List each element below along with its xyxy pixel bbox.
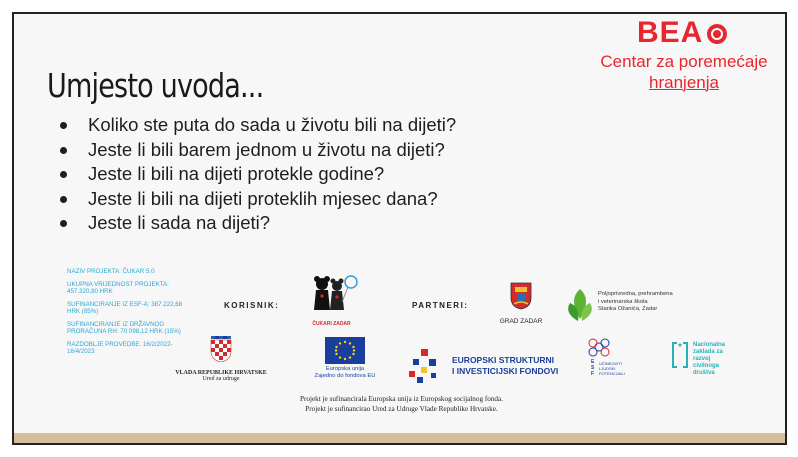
cukar-figures-icon [304, 272, 359, 322]
croatian-coat-of-arms-icon [210, 336, 232, 362]
bullet-dot-icon [60, 196, 67, 203]
nz-line5: društva [693, 370, 715, 376]
bullet-text: Jeste li bili barem jednom u životu na dijeti? [88, 138, 445, 160]
bullet-dot-icon [60, 122, 67, 129]
esif-mosaic-icon [407, 347, 447, 387]
nacionalna-zaklada-label [693, 342, 725, 377]
esif-label [452, 355, 558, 377]
project-period: RAZDOBLJE PROVEDBE: 16/2/2022- 16/4/2023 [67, 340, 173, 355]
eu-flag-icon [325, 337, 365, 364]
bracket-icon [671, 340, 689, 370]
bullet-dot-icon [60, 171, 67, 178]
project-esf-funding: SUFINANCIRANJE IZ ESF-A: 387.222,68 HRK (85%) [67, 300, 183, 315]
cukar-logo [304, 272, 359, 330]
ljudski-potencijali-logo [579, 337, 634, 392]
eu-logo [304, 337, 386, 380]
bea-tagline-line1: Centar za poremećaje [600, 52, 768, 71]
nz-line2: zaklada za [693, 349, 723, 355]
grad-zadar-label: GRAD ZADAR [499, 318, 543, 325]
flower-icon [579, 337, 619, 361]
bullet-dot-icon [60, 147, 67, 154]
vlada-sub: Ured za udruge [202, 376, 240, 382]
bullet-text: Jeste li bili na dijeti proteklih mjesec dana? [88, 187, 438, 209]
bottom-bar [14, 433, 785, 443]
bullet-item [52, 138, 456, 163]
esif-logo [407, 347, 557, 387]
zadar-coat-of-arms-icon [510, 282, 532, 310]
project-total-value: UKUPNA VRIJEDNOST PROJEKTA: 457.320,80 HRK [67, 280, 169, 295]
bullet-item [52, 187, 456, 212]
nacionalna-zaklada-logo [671, 340, 771, 388]
korisnik-label: KORISNIK: [224, 301, 280, 310]
ljudski-label: UČINKOVITI LJUDSKI POTENCIJALI [599, 361, 625, 376]
bullet-item [52, 162, 456, 187]
bullet-list [52, 113, 456, 236]
bullet-text: Jeste li bili na dijeti protekle godine? [88, 163, 385, 184]
bullet-text: Koliko ste puta do sada u životu bili na dijeti? [88, 114, 457, 135]
bullet-item [52, 113, 456, 138]
footer-line1: Projekt je sufinancirala Europska unija iz Europskog socijalnog fonda. [300, 395, 503, 403]
cukar-label: ČUKARI ZADAR [312, 321, 351, 327]
slide-title: Umjesto uvoda... [47, 66, 264, 105]
grad-zadar-logo [496, 282, 546, 325]
bea-brand: BEA [637, 16, 704, 49]
eu-label [304, 366, 386, 380]
poljo-line2: i veterinarska škola [598, 298, 648, 305]
bullet-dot-icon [60, 220, 67, 227]
nz-line3: razvoj [693, 356, 711, 362]
bea-mark-icon [707, 24, 727, 44]
esif-line1: EUROPSKI STRUKTURNI [452, 355, 555, 365]
bullet-item [52, 211, 456, 236]
vlada-logo [171, 336, 271, 382]
bea-logo [569, 16, 787, 98]
bea-tagline-line2: hranjenja [649, 73, 719, 92]
esif-line2: I INVESTICIJSKI FONDOVI [452, 366, 559, 376]
nz-line1: Nacionalna [693, 342, 726, 348]
project-name: NAZIV PROJEKTA: ČUKAR 5.0 [67, 268, 155, 275]
project-state-funding: SUFINANCIRANJE IZ DRŽAVNOG PRORAČUNA RH: 70.098,12 HRK (15%) [67, 320, 181, 335]
poljo-line1: Poljoprivredna, prehrambena [598, 291, 673, 297]
vlada-name: VLADA REPUBLIKE HRVATSKE [175, 370, 267, 376]
poljoprivredna-skola-label [598, 291, 673, 314]
funding-footer [14, 394, 787, 414]
footer-line2: Projekt je sufinancirao Ured za Udruge Vlade Republike Hrvatske. [305, 405, 498, 413]
ljudski-esf-letters: E S F [591, 359, 595, 377]
slide [12, 12, 787, 445]
eu-line2: Zajedno do fondova EU [314, 373, 376, 379]
eu-line1: Europska unija [325, 366, 365, 372]
bullet-text: Jeste li sada na dijeti? [88, 212, 271, 233]
nz-line4: civilnoga [693, 363, 720, 369]
partneri-label: PARTNERI: [412, 301, 469, 310]
poljo-line3: Stanka Ožanića, Zadar [598, 306, 658, 312]
leaf-icon [566, 287, 594, 323]
poljoprivredna-skola-logo [566, 287, 696, 327]
bea-tagline [579, 51, 787, 93]
